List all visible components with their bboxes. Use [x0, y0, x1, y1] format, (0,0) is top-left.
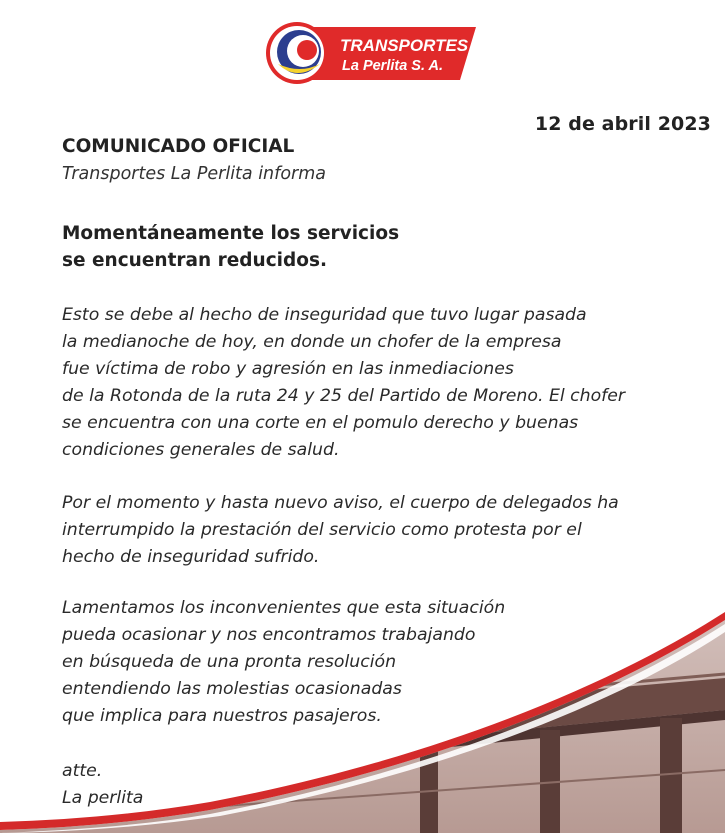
paragraph-line: Por el momento y hasta nuevo aviso, el cuerpo de delegados ha: [62, 493, 619, 513]
paragraph-line: condiciones generales de salud.: [62, 440, 340, 460]
paragraph-line: hecho de inseguridad sufrido.: [62, 547, 320, 567]
logo-line1: TRANSPORTES: [340, 36, 469, 55]
paragraph-line: de la Rotonda de la ruta 24 y 25 del Partido de Moreno. El chofer: [62, 386, 626, 406]
paragraph-incident: [62, 302, 722, 464]
paragraph-service-status: [62, 490, 722, 571]
paragraph-apology: [62, 595, 722, 730]
closing-line: atte.: [62, 761, 103, 781]
paragraph-line: la medianoche de hoy, en donde un chofer de la empresa: [62, 332, 562, 352]
lead-line: se encuentran reducidos.: [62, 250, 328, 271]
paragraph-line: interrumpido la prestación del servicio como protesta por el: [62, 520, 582, 540]
lead-line: Momentáneamente los servicios: [62, 223, 400, 244]
paragraph-line: Esto se debe al hecho de inseguridad que tuvo lugar pasada: [62, 305, 587, 325]
paragraph-line: pueda ocasionar y nos encontramos trabajando: [62, 625, 476, 645]
closing-line: La perlita: [62, 788, 144, 808]
paragraph-line: Lamentamos los inconvenientes que esta situación: [62, 598, 506, 618]
logo-line2: La Perlita S. A.: [342, 58, 443, 74]
lead-statement: [62, 220, 682, 274]
paragraph-line: entendiendo las molestias ocasionadas: [62, 679, 402, 699]
closing-signature: [62, 758, 722, 812]
paragraph-line: se encuentra con una corte en el pomulo derecho y buenas: [62, 413, 579, 433]
document-subheading: Transportes La Perlita informa: [62, 164, 326, 184]
document-heading: COMUNICADO OFICIAL: [62, 136, 295, 157]
paragraph-line: fue víctima de robo y agresión en las inmediaciones: [62, 359, 514, 379]
document-date: 12 de abril 2023: [534, 113, 711, 135]
paragraph-line: que implica para nuestros pasajeros.: [62, 706, 382, 726]
paragraph-line: en búsqueda de una pronta resolución: [62, 652, 397, 672]
